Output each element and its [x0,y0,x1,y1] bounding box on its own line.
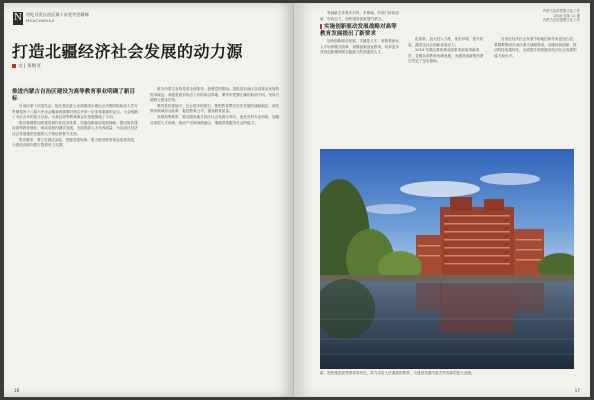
right-column-2 [408,37,486,65]
paragraph: 报告内蒙古坚持党的全面领导，加强党的建设，是推进自治区各项事业发展的根本保证。高校是意识形态工作的前沿阵地，要牢牢把握正确的政治方向，坚持立德树人根本任务。 [150,87,280,103]
column-kicker: 世纪寻发自治区第十次党代会精神 [26,12,89,17]
section-logo: N [14,13,22,23]
section-heading-1: 推进内蒙古自治区建设为高等教育事业明确了新目标 [12,89,136,102]
section-heading-2 [320,24,400,38]
paragraph: 报告强调要加快建设现代化经济体系，实施创新驱动发展战略，提出加快建设高等教育强区，推动高校内涵式发展，全面提高人才培养质量，为自治区经济社会发展提供坚强的人才保证和智力支持。 [12,120,138,136]
magazine-spread [4,3,590,397]
page-number: 17 [574,388,580,393]
right-page [296,3,590,397]
byline-text: 文 | 朱炳文 [18,64,41,69]
bottom-paragraph: 新，加快推进高等教育现代化，努力办好人民满意的教育，为建设亮丽内蒙古作出新的更大贡献。 [320,371,475,375]
byline [12,63,41,69]
left-page [4,3,294,397]
paragraph: 自治区经济社会发展中的地位和作用更加凸显，要紧紧围绕自治区重大战略需求，加强协同创新，推动科技成果转化，全面提升高校服务经济社会发展的能力和水平。 [494,37,577,58]
paragraph: 发展高等教育，要以服务地方经济社会发展为导向，优化学科专业结构，加强应用型人才培养，推动产学研深度融合，增强高校服务社会的能力。 [150,114,280,125]
header-line: 内蒙古宣传思想文化工作 [542,9,580,13]
running-header [543,9,580,23]
column-kicker-en: MGXCXWHGZ [26,18,55,23]
right-column-1 [320,11,400,56]
article-title: 打造北疆经济社会发展的动力源 [12,42,244,61]
page-number: 16 [14,388,20,393]
paragraph: 报告重申，要立足我区实际，把握发展规律，着力推进教育事业改革发展，为建设亮丽内蒙古提供有力支撑。 [12,137,138,148]
paragraph: 教育是民族振兴、社会进步的基石，要把教育摆在优先发展的战略地位，深化教育领域综合改革，促进教育公平，提高教育质量。 [150,103,280,114]
byline-marker [12,64,16,68]
paragraph: 2016 年我区教育事业改革发展取得新成效，各级各类教育协调发展，为建设创新型内蒙古奠定了坚实基础。 [408,48,484,64]
paragraph: 化改革，加大投入力度，优化环境，提升质量，激发全社会创新创造活力。 [408,37,484,47]
paragraph: 加快创新驱动发展，关键是人才。高校要深化人才培养模式改革，加强创新创业教育，培养更多具有创新精神和实践能力的高素质人才。 [320,39,400,55]
heading-marker [320,24,322,29]
paragraph: 自治区第十次党代会，是在我区进入全面建成小康社会决胜阶段和深入学习贯彻党的十八届六中全会精神的重要时刻召开的一次非常重要的会议。大会明确了今后五年的奋斗目标，为我区高等教育事业的发展指明了方向。 [12,104,138,120]
campus-photo [320,149,574,369]
section-heading-text: 实施创新驱动发展战略对高等教育发展提出了新要求 [320,24,397,38]
header-line: 内蒙古宣传思想文化工作 [542,18,580,23]
campus-photo-image [320,149,574,369]
left-column-2 [150,87,282,126]
left-column-1 [12,87,138,149]
paragraph: 等创新主体要多学科、多领域、多部门协同创新，形成合力，加快建设创新型内蒙古。 [320,11,399,21]
header-issue: 2016 年第 12 期 [553,13,580,18]
right-column-3 [494,37,578,59]
